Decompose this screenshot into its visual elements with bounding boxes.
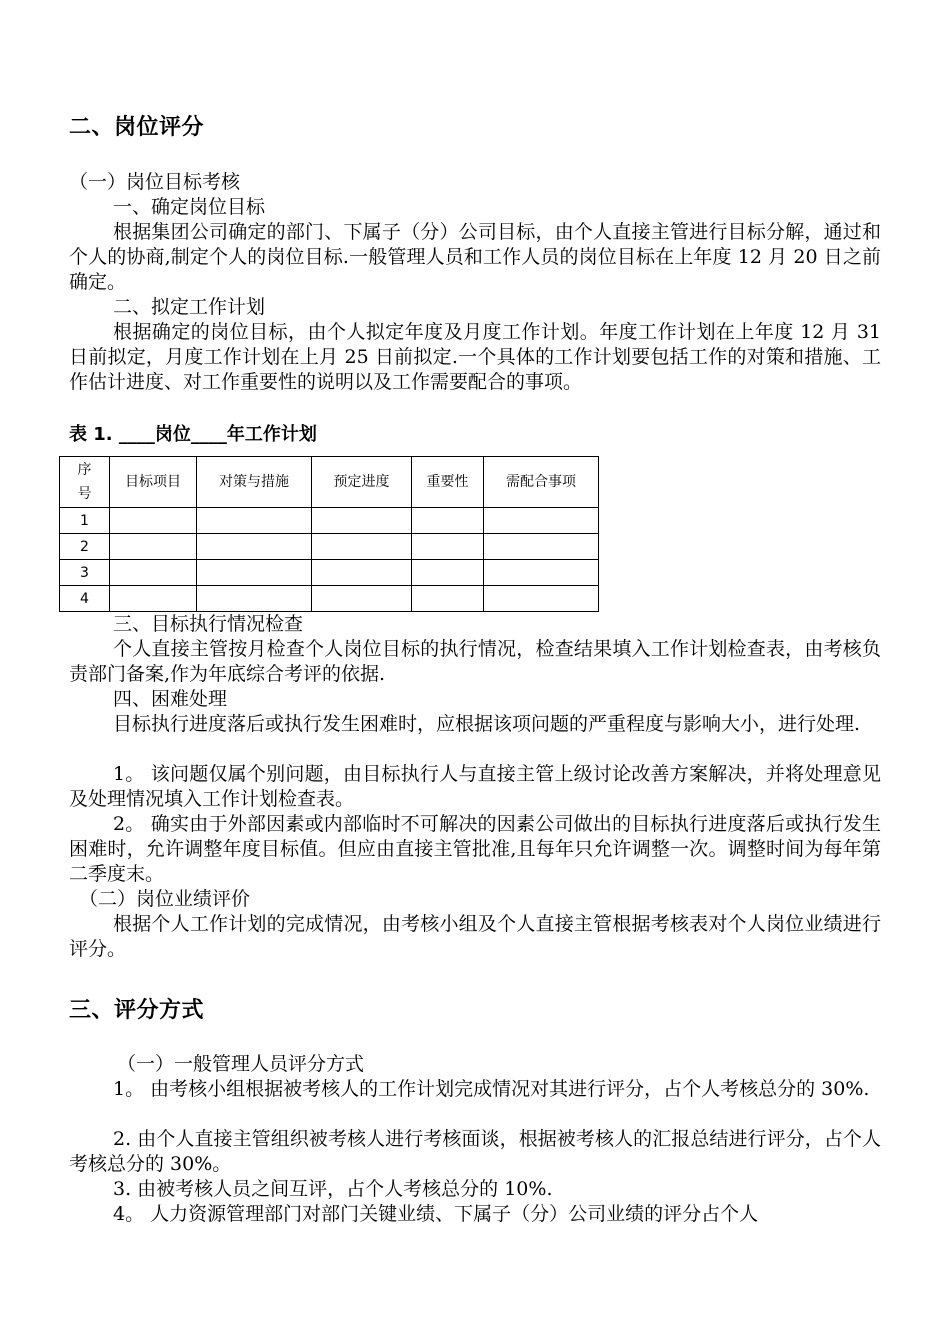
step-4-item-2: 2。 确实由于外部因素或内部临时不可解决的因素公司做出的目标执行进度落后或执行发生困难时，允许调整年度目标值。但应由直接主管批准,且每年只允许调整一次。调整时间为每年第二季度末。 — [69, 813, 881, 885]
row-number: 1 — [60, 508, 110, 534]
method-item-4: 4。 人力资源管理部门对部门关键业绩、下属子（分）公司业绩的评分占个人 — [113, 1203, 759, 1225]
table-cell — [110, 560, 197, 586]
table-cell — [484, 534, 599, 560]
table-row — [60, 508, 599, 534]
table-cell — [484, 586, 599, 612]
table-row — [60, 586, 599, 612]
table-cell — [197, 508, 312, 534]
table-caption: 表 1. ____岗位____年工作计划 — [69, 424, 317, 445]
work-plan-table — [59, 456, 599, 612]
table-cell — [197, 534, 312, 560]
header-cell: 序号 — [60, 457, 110, 508]
table-cell — [412, 508, 484, 534]
table-cell — [412, 586, 484, 612]
step-4-item-1: 1。 该问题仅属个别问题，由目标执行人与直接主管上级讨论改善方案解决，并将处理意见及处理情况填入工作计划检查表。 — [69, 763, 881, 810]
table-cell — [110, 534, 197, 560]
header-cell: 需配合事项 — [484, 457, 599, 508]
method-title: （一）一般管理人员评分方式 — [117, 1053, 365, 1075]
subsection-2-text: 根据个人工作计划的完成情况，由考核小组及个人直接主管根据考核表对个人岗位业绩进行评分。 — [69, 913, 881, 960]
table-cell — [312, 586, 412, 612]
step-2-title: 二、拟定工作计划 — [113, 296, 266, 318]
method-item-1: 1。 由考核小组根据被考核人的工作计划完成情况对其进行评分，占个人考核总分的 30%. — [113, 1078, 870, 1100]
table-cell — [312, 560, 412, 586]
subsection-title-2: （二）岗位业绩评价 — [79, 888, 251, 910]
section-heading-3: 三、评分方式 — [69, 998, 205, 1023]
step-4-title: 四、困难处理 — [113, 688, 228, 710]
table-cell — [412, 560, 484, 586]
step-3-title: 三、目标执行情况检查 — [113, 613, 304, 635]
step-1-title: 一、确定岗位目标 — [113, 196, 266, 218]
step-3-text: 个人直接主管按月检查个人岗位目标的执行情况，检查结果填入工作计划检查表，由考核负责部门备案,作为年底综合考评的依据. — [69, 638, 881, 685]
method-item-2: 2. 由个人直接主管组织被考核人进行考核面谈，根据被考核人的汇报总结进行评分，占个人考核总分的 30%。 — [69, 1128, 881, 1175]
header-cell: 目标项目 — [110, 457, 197, 508]
table-cell — [110, 586, 197, 612]
table-cell — [484, 560, 599, 586]
header-cell: 对策与措施 — [197, 457, 312, 508]
table-cell — [110, 508, 197, 534]
table-cell — [197, 560, 312, 586]
table-cell — [197, 586, 312, 612]
row-number: 3 — [60, 560, 110, 586]
row-number: 4 — [60, 586, 110, 612]
header-cell: 预定进度 — [312, 457, 412, 508]
header-cell: 重要性 — [412, 457, 484, 508]
step-4-text: 目标执行进度落后或执行发生困难时，应根据该项问题的严重程度与影响大小，进行处理. — [113, 713, 861, 735]
step-1-text: 根据集团公司确定的部门、下属子（分）公司目标，由个人直接主管进行目标分解，通过和个人的协商,制定个人的岗位目标.一般管理人员和工作人员的岗位目标在上年度 12 月 20 日之前确定。 — [69, 221, 881, 293]
table-cell — [412, 534, 484, 560]
section-heading-2: 二、岗位评分 — [69, 115, 205, 140]
table-cell — [484, 508, 599, 534]
table-cell — [312, 534, 412, 560]
table-cell — [312, 508, 412, 534]
table-row — [60, 534, 599, 560]
step-2-text: 根据确定的岗位目标，由个人拟定年度及月度工作计划。年度工作计划在上年度 12 月 31 日前拟定，月度工作计划在上月 25 日前拟定.一个具体的工作计划要包括工作的对策和措施、工作估计进度、对工作重要性的说明以及工作需要配合的事项。 — [69, 321, 881, 393]
subsection-title-1: （一）岗位目标考核 — [69, 171, 241, 193]
table-row — [60, 560, 599, 586]
method-item-3: 3. 由被考核人员之间互评，占个人考核总分的 10%. — [113, 1178, 553, 1200]
row-number: 2 — [60, 534, 110, 560]
table-header-row — [60, 457, 599, 508]
